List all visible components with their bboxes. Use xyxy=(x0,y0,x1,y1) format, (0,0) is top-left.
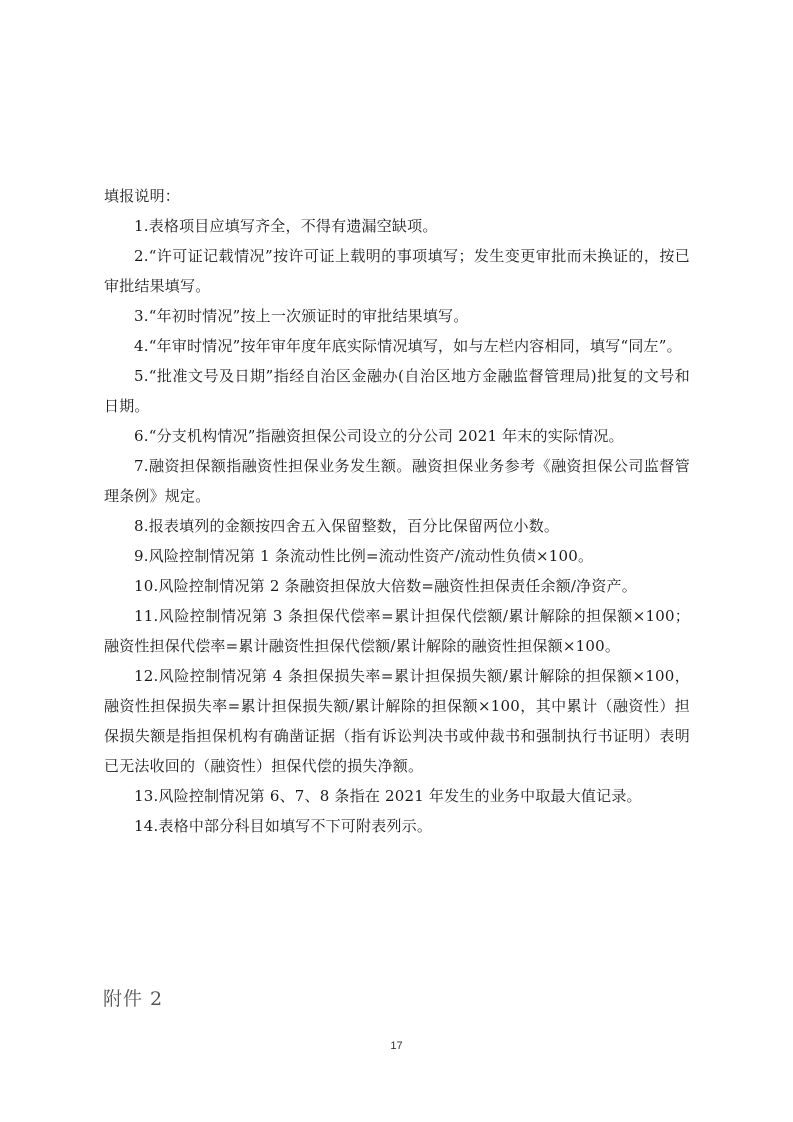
note-item-13: 13.风险控制情况第 6、7、8 条指在 2021 年发生的业务中取最大值记录。 xyxy=(134,787,642,805)
note-item-14: 14.表格中部分科目如填写不下可附表列示。 xyxy=(134,817,433,835)
note-item-1: 1.表格项目应填写齐全，不得有遗漏空缺项。 xyxy=(134,217,438,235)
note-item-12: 12.风险控制情况第 4 条担保损失率=累计担保损失额/累计解除的担保额×100，融资性担保损失率=累计担保损失额/累计解除的担保额×100，其中累计（融资性）担保损失额是指担保机构有确凿证据（指有诉讼判决书或仲裁书和强制执行书证明）表明已无法收回的（融资性）担保代偿的损失净额。 xyxy=(104,667,690,775)
note-item-10: 10.风险控制情况第 2 条融资担保放大倍数=融资性担保责任余额/净资产。 xyxy=(134,577,637,595)
instructions-heading: 填报说明： xyxy=(104,187,181,205)
note-item-4: 4.“年审时情况”按年审年度年底实际情况填写，如与左栏内容相同，填写“同左”。 xyxy=(134,337,682,355)
note-item-2: 2.“许可证记载情况”按许可证上载明的事项填写；发生变更审批而未换证的，按已审批结果填写。 xyxy=(104,247,690,295)
note-item-8: 8.报表填列的金额按四舍五入保留整数，百分比保留两位小数。 xyxy=(134,517,560,535)
note-item-6: 6.“分支机构情况”指融资担保公司设立的分公司 2021 年末的实际情况。 xyxy=(134,427,624,445)
note-item-5: 5.“批准文号及日期”指经自治区金融办(自治区地方金融监督管理局)批复的文号和日期。 xyxy=(104,367,690,415)
note-item-9: 9.风险控制情况第 1 条流动性比例=流动性资产/流动性负债×100。 xyxy=(134,547,594,565)
note-item-7: 7.融资担保额指融资性担保业务发生额。融资担保业务参考《融资担保公司监督管理条例》规定。 xyxy=(104,457,690,505)
note-item-11: 11.风险控制情况第 3 条担保代偿率=累计担保代偿额/累计解除的担保额×100；融资性担保代偿率=累计融资性担保代偿额/累计解除的融资性担保额×100。 xyxy=(104,607,690,655)
attachment-label: 附件 2 xyxy=(103,988,164,1010)
instructions-section xyxy=(104,181,690,841)
note-item-3: 3.“年初时情况”按上一次颁证时的审批结果填写。 xyxy=(134,307,469,325)
page-number: 17 xyxy=(390,1040,403,1052)
